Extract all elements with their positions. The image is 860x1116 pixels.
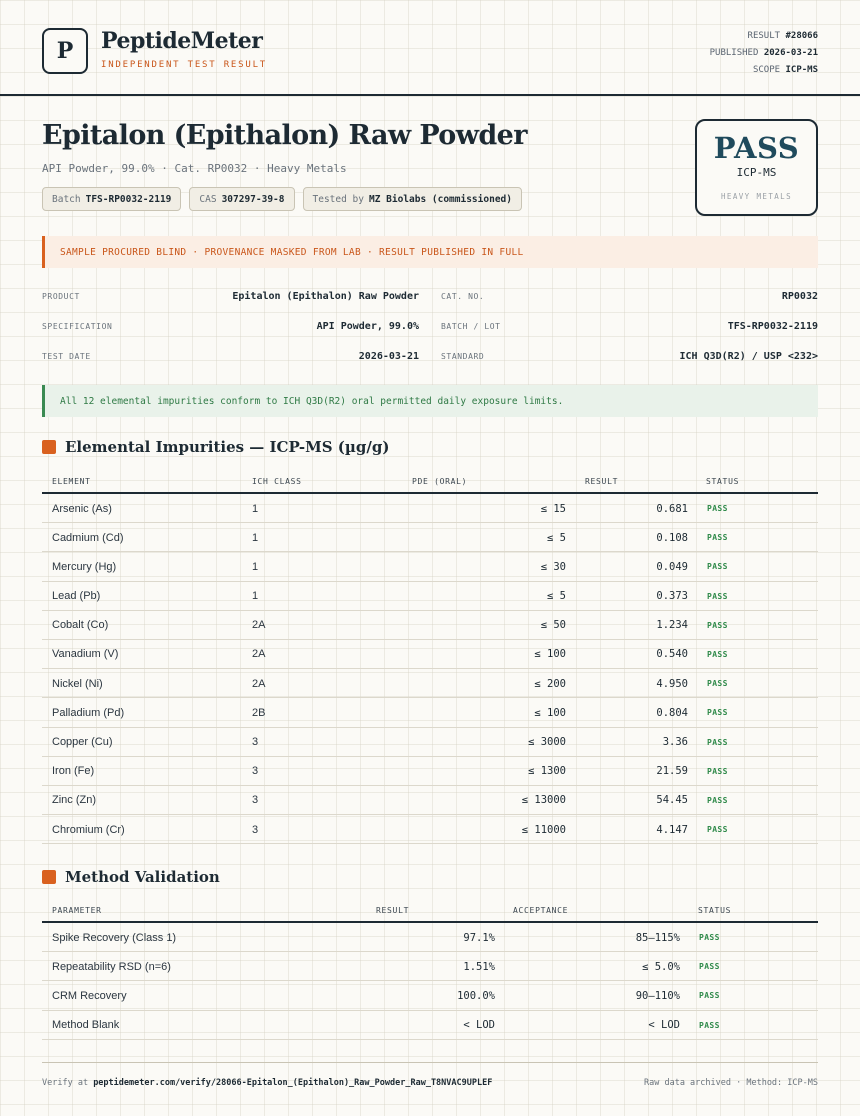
ich-class: 3 (252, 794, 259, 807)
verify-prefix: Verify at (42, 1078, 89, 1088)
table-row (42, 786, 818, 815)
scope-label: SCOPE (752, 65, 781, 75)
result-value: 100.0% (457, 989, 495, 1002)
test-date-value: 2026-03-21 (358, 350, 419, 362)
element-name: Arsenic (As) (52, 502, 112, 515)
result-value: 4.950 (656, 677, 688, 690)
pde-limit: ≤ 200 (534, 677, 566, 690)
info-row (42, 281, 818, 311)
table-row (42, 611, 818, 640)
result-value: 3.36 (662, 736, 688, 748)
result-value: 0.681 (656, 502, 688, 515)
pde-limit: ≤ 15 (540, 502, 566, 515)
header-result: RESULT (376, 906, 410, 915)
section-marker-icon (42, 440, 56, 454)
pde-limit: ≤ 1300 (528, 765, 566, 778)
table-row (42, 757, 818, 786)
batch-chip (42, 187, 181, 211)
parameter-name: Spike Recovery (Class 1) (52, 931, 177, 944)
table-header (42, 897, 818, 923)
blind-sample-banner: SAMPLE PROCURED BLIND · PROVENANCE MASKED FROM LAB · RESULT PUBLISHED IN FULL (42, 236, 818, 268)
section-title: Method Validation (65, 868, 220, 886)
result-label: RESULT (747, 31, 781, 41)
status-badge: PASS (707, 649, 728, 659)
logo-icon: P (42, 28, 88, 74)
status-badge: PASS (699, 962, 720, 972)
status-badge: PASS (699, 933, 720, 942)
table-row (42, 728, 818, 757)
header-class: ICH CLASS (252, 477, 302, 486)
element-name: Vanadium (V) (52, 648, 119, 661)
header-pde: PDE (ORAL) (412, 477, 468, 486)
header-element: ELEMENT (52, 477, 91, 486)
cas-chip (189, 187, 294, 211)
pde-limit: ≤ 11000 (521, 823, 566, 836)
pde-limit: ≤ 30 (540, 560, 566, 573)
status-badge: PASS (699, 1020, 720, 1030)
status-badge: PASS (707, 825, 728, 835)
batch-value: TFS-RP0032-2119 (727, 320, 818, 332)
parameter-name: Method Blank (52, 1019, 120, 1032)
acceptance-range: 85–115% (635, 931, 680, 944)
validation-section-header (42, 868, 220, 886)
result-value: 0.804 (656, 706, 688, 719)
status-badge: PASS (707, 620, 728, 630)
ich-class: 1 (252, 502, 259, 515)
batch-label: BATCH / LOT (441, 321, 501, 331)
scope-value: ICP-MS (785, 65, 818, 75)
element-name: Iron (Fe) (52, 765, 95, 778)
ich-class: 2A (252, 619, 266, 632)
ich-class: 3 (252, 736, 259, 748)
ich-class: 3 (252, 765, 259, 778)
status-badge: PASS (707, 504, 728, 513)
result-value: 0.540 (656, 648, 688, 661)
ich-class: 2A (252, 648, 266, 661)
info-row (42, 341, 818, 371)
page-subtitle: API Powder, 99.0% · Cat. RP0032 · Heavy Metals (42, 162, 347, 175)
pde-limit: ≤ 13000 (521, 794, 566, 807)
table-row (42, 952, 818, 981)
status-badge: PASS (707, 679, 728, 689)
status-badge: PASS (707, 591, 728, 601)
pass-stamp (695, 119, 818, 216)
result-value: 21.59 (656, 765, 688, 778)
element-name: Palladium (Pd) (52, 706, 125, 719)
impurities-table (42, 468, 818, 844)
acceptance-range: ≤ 5.0% (642, 960, 680, 973)
ich-class: 2A (252, 677, 266, 690)
info-row (42, 311, 818, 341)
ich-class: 1 (252, 590, 259, 603)
chip-label: CAS (199, 193, 217, 205)
pde-limit: ≤ 100 (534, 648, 566, 661)
chip-value: MZ Biolabs (commissioned) (368, 193, 512, 205)
stamp-verdict: PASS (713, 131, 800, 165)
chip-value: 307297-39-8 (221, 193, 285, 205)
ich-class: 2B (252, 706, 266, 719)
pde-limit: ≤ 50 (540, 619, 566, 632)
parameter-name: Repeatability RSD (n=6) (52, 960, 171, 973)
table-row (42, 494, 818, 523)
status-badge: PASS (707, 795, 728, 805)
ich-class: 1 (252, 560, 259, 573)
impurities-section-header (42, 438, 389, 456)
published-label: PUBLISHED (709, 48, 759, 58)
table-row (42, 669, 818, 698)
validation-rows (42, 923, 818, 1040)
element-name: Zinc (Zn) (52, 794, 96, 807)
verify-line (42, 1078, 492, 1088)
pde-limit: ≤ 3000 (528, 736, 566, 748)
page-header (0, 0, 860, 96)
header-status: STATUS (698, 906, 732, 915)
product-value: Epitalon (Epithalon) Raw Powder (232, 290, 419, 302)
page-title: Epitalon (Epithalon) Raw Powder (42, 120, 527, 151)
pde-limit: ≤ 100 (534, 706, 566, 719)
chip-label: Batch (52, 193, 81, 205)
status-badge: PASS (699, 991, 720, 1001)
header-acceptance: ACCEPTANCE (513, 906, 569, 915)
element-name: Cadmium (Cd) (52, 531, 124, 544)
brand-tagline: INDEPENDENT TEST RESULT (101, 60, 268, 70)
element-name: Cobalt (Co) (52, 619, 109, 632)
element-name: Lead (Pb) (52, 590, 101, 603)
status-badge: PASS (707, 737, 728, 747)
table-row (42, 582, 818, 611)
section-marker-icon (42, 870, 56, 884)
status-badge: PASS (707, 533, 728, 543)
brand-name: PeptideMeter (101, 28, 263, 54)
pde-limit: ≤ 5 (547, 531, 566, 544)
footer-note: Raw data archived · Method: ICP-MS (644, 1078, 818, 1088)
table-row (42, 523, 818, 552)
table-row (42, 815, 818, 844)
standard-value: ICH Q3D(R2) / USP <232> (679, 350, 818, 362)
conformance-banner: All 12 elemental impurities conform to ICH Q3D(R2) oral permitted daily exposure limits. (42, 385, 818, 417)
standard-label: STANDARD (441, 351, 485, 361)
chip-row (42, 187, 522, 211)
stamp-method: ICP-MS (736, 166, 777, 179)
stamp-scope: HEAVY METALS (721, 192, 792, 201)
table-row (42, 552, 818, 581)
product-label: PRODUCT (42, 291, 80, 301)
acceptance-range: 90–110% (635, 989, 680, 1002)
result-value: 0.373 (656, 590, 688, 603)
verify-link[interactable]: peptidemeter.com/verify/28066-Epitalon_(Epithalon)_Raw_Powder_Raw_T8NVAC9UPLEF (93, 1078, 493, 1088)
result-value: 97.1% (463, 931, 495, 944)
status-badge: PASS (707, 766, 728, 776)
table-row (42, 640, 818, 669)
test-date-label: TEST DATE (42, 351, 91, 361)
table-row (42, 923, 818, 952)
ich-class: 1 (252, 531, 259, 544)
result-value: 4.147 (656, 823, 688, 836)
result-value: 1.234 (656, 619, 688, 632)
section-title: Elemental Impurities — ICP-MS (µg/g) (65, 438, 390, 456)
chip-label: Tested by (312, 193, 364, 205)
footer-divider (42, 1062, 818, 1063)
result-value: < LOD (463, 1019, 495, 1032)
element-name: Mercury (Hg) (52, 560, 117, 573)
table-row (42, 698, 818, 727)
spec-label: SPECIFICATION (42, 321, 113, 331)
result-number: #28066 (785, 31, 818, 41)
published-date: 2026-03-21 (763, 48, 818, 58)
tested-by-chip (303, 187, 522, 211)
impurities-rows (42, 494, 818, 844)
chip-value: TFS-RP0032-2119 (85, 193, 172, 205)
result-value: 0.108 (656, 531, 688, 544)
result-value: 1.51% (463, 960, 495, 973)
result-value: 0.049 (656, 560, 688, 573)
element-name: Copper (Cu) (52, 736, 113, 748)
spec-value: API Powder, 99.0% (316, 320, 419, 332)
status-badge: PASS (707, 708, 728, 718)
result-value: 54.45 (656, 794, 688, 807)
table-row (42, 1011, 818, 1040)
header-parameter: PARAMETER (52, 906, 102, 915)
header-status: STATUS (706, 477, 740, 486)
validation-table (42, 897, 818, 1040)
element-name: Nickel (Ni) (52, 677, 103, 690)
ich-class: 3 (252, 823, 259, 836)
result-meta (710, 28, 818, 79)
element-name: Chromium (Cr) (52, 823, 125, 836)
table-row (42, 981, 818, 1010)
header-result: RESULT (585, 477, 619, 486)
table-header (42, 468, 818, 494)
catno-value: RP0032 (781, 290, 818, 302)
pde-limit: ≤ 5 (547, 590, 566, 603)
catno-label: CAT. NO. (441, 291, 485, 301)
acceptance-range: < LOD (648, 1019, 680, 1032)
status-badge: PASS (707, 562, 728, 572)
parameter-name: CRM Recovery (52, 989, 127, 1002)
